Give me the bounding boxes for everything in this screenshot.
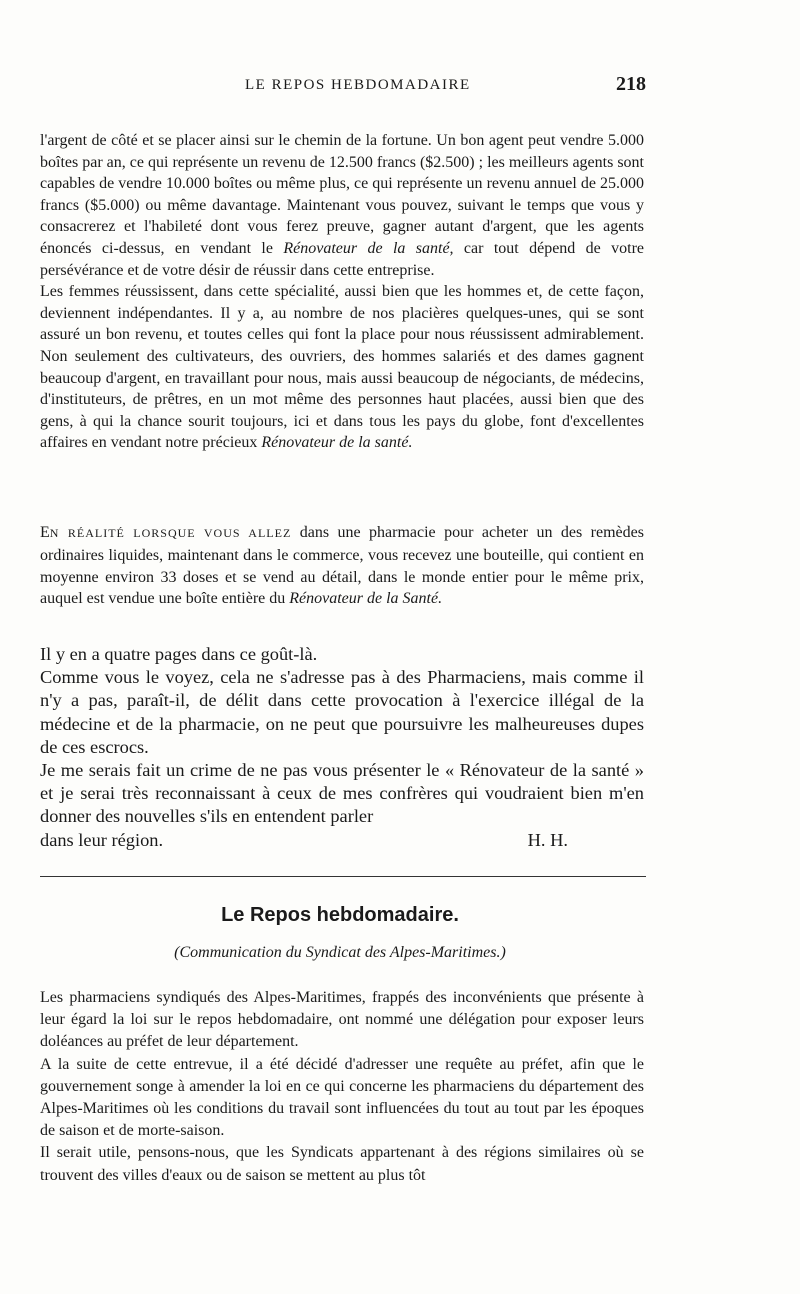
divider: [40, 876, 646, 877]
article-body: [40, 987, 644, 1187]
paragraph: l'argent de côté et se placer ainsi sur le chemin de la fortune. Un bon agent peut vendre 5.000 boîtes par an, ce qui représente un revenu de 12.500 francs ($2.500) ; les meilleurs agents sont capables de vendre 10.000 boîtes ou même plus, ce qui représente un revenu annuel de 25.000 francs ($5.000) ou même davantage. Maintenant vous pouvez, suivant le temps que vous y consacrerez et l'habileté dont vous ferez preuve, gagner autant d'argent, que les agents énoncés ci-dessus, en vendant le Rénovateur de la santé, car tout dépend de votre persévérance et de votre désir de réussir dans cette entreprise.: [40, 132, 645, 279]
paragraph: Les pharmaciens syndiqués des Alpes-Maritimes, frappés des inconvénients que présente à leur égard la loi sur le repos hebdomadaire, ont nommé une délégation pour exposer leurs doléances au préfet de leur département.: [40, 989, 644, 1051]
page-header: [40, 73, 646, 99]
paragraph: EN RÉALITÉ LORSQUE VOUS ALLEZ dans une pharmacie pour acheter un des remèdes ordinaires liquides, maintenant dans le commerce, vous recevez une bouteille, qui contient en moyenne environ 33 doses et se vend au détail, dans le monde entier pour le même prix, auquel est vendue une boîte entière du Rénovateur de la Santé.: [40, 524, 644, 608]
section-reality: [40, 522, 644, 610]
article-subtitle: (Communication du Syndicat des Alpes-Maritimes.): [174, 944, 506, 961]
paragraph: Il serait utile, pensons-nous, que les Syndicats appartenant à des régions similaires où se trouvent des villes d'eaux ou de saison se mettent au plus tôt: [40, 1144, 644, 1184]
paragraph: Il y en a quatre pages dans ce goût-là.: [40, 644, 318, 664]
paragraph: A la suite de cette entrevue, il a été décidé d'adresser une requête au préfet, afin que le gouvernement songe à amender la loi en ce qui concerne les pharmaciens du département des Alpes-Maritimes où les conditions du travail sont influencées du tout au tout par les époques de saison et de morte-saison.: [40, 1055, 644, 1140]
page-number: 218: [616, 73, 646, 95]
section-agents: [40, 130, 644, 454]
paragraph: Comme vous le voyez, cela ne s'adresse pas à des Pharmaciens, mais comme il n'y a pas, paraît-il, de délit dans cette provocation à l'exercice illégal de la médecine et de la pharmacie, on ne peut que poursuivre les malheureuses dupes de ces escrocs.: [40, 667, 644, 757]
paragraph: Les femmes réussissent, dans cette spécialité, aussi bien que les hommes et, de cette façon, deviennent indépendantes. Il y a, au nombre de nos placières quelques-unes, qui se sont assuré un bon revenu, et toutes celles qui font la place pour nous réussissent admirablement. Non seulement des cultivateurs, des ouvriers, des hommes salariés et des dames gagnent beaucoup d'argent, en travaillant pour nous, mais aussi beaucoup de négociants, de médecins, d'instituteurs, de prêtres, en un mot même des personnes haut placées, aussi bien que des gens, à qui la chance sourit toujours, ici et dans tous les pays du globe, font d'excellentes affaires en vendant notre précieux Rénovateur de la santé.: [40, 283, 644, 452]
signature: H. H.: [527, 829, 568, 850]
signature-line: dans leur région. H. H.: [40, 829, 644, 852]
paragraph: Je me serais fait un crime de ne pas vous présenter le « Rénovateur de la santé » et je serai très reconnaissant à ceux de mes confrères qui voudraient bien m'en donner des nouvelles s'ils en entendent parler: [40, 760, 644, 827]
article-title: Le Repos hebdomadaire.: [221, 904, 459, 926]
running-title: LE REPOS HEBDOMADAIRE: [245, 77, 471, 93]
section-commentary: [40, 643, 644, 852]
